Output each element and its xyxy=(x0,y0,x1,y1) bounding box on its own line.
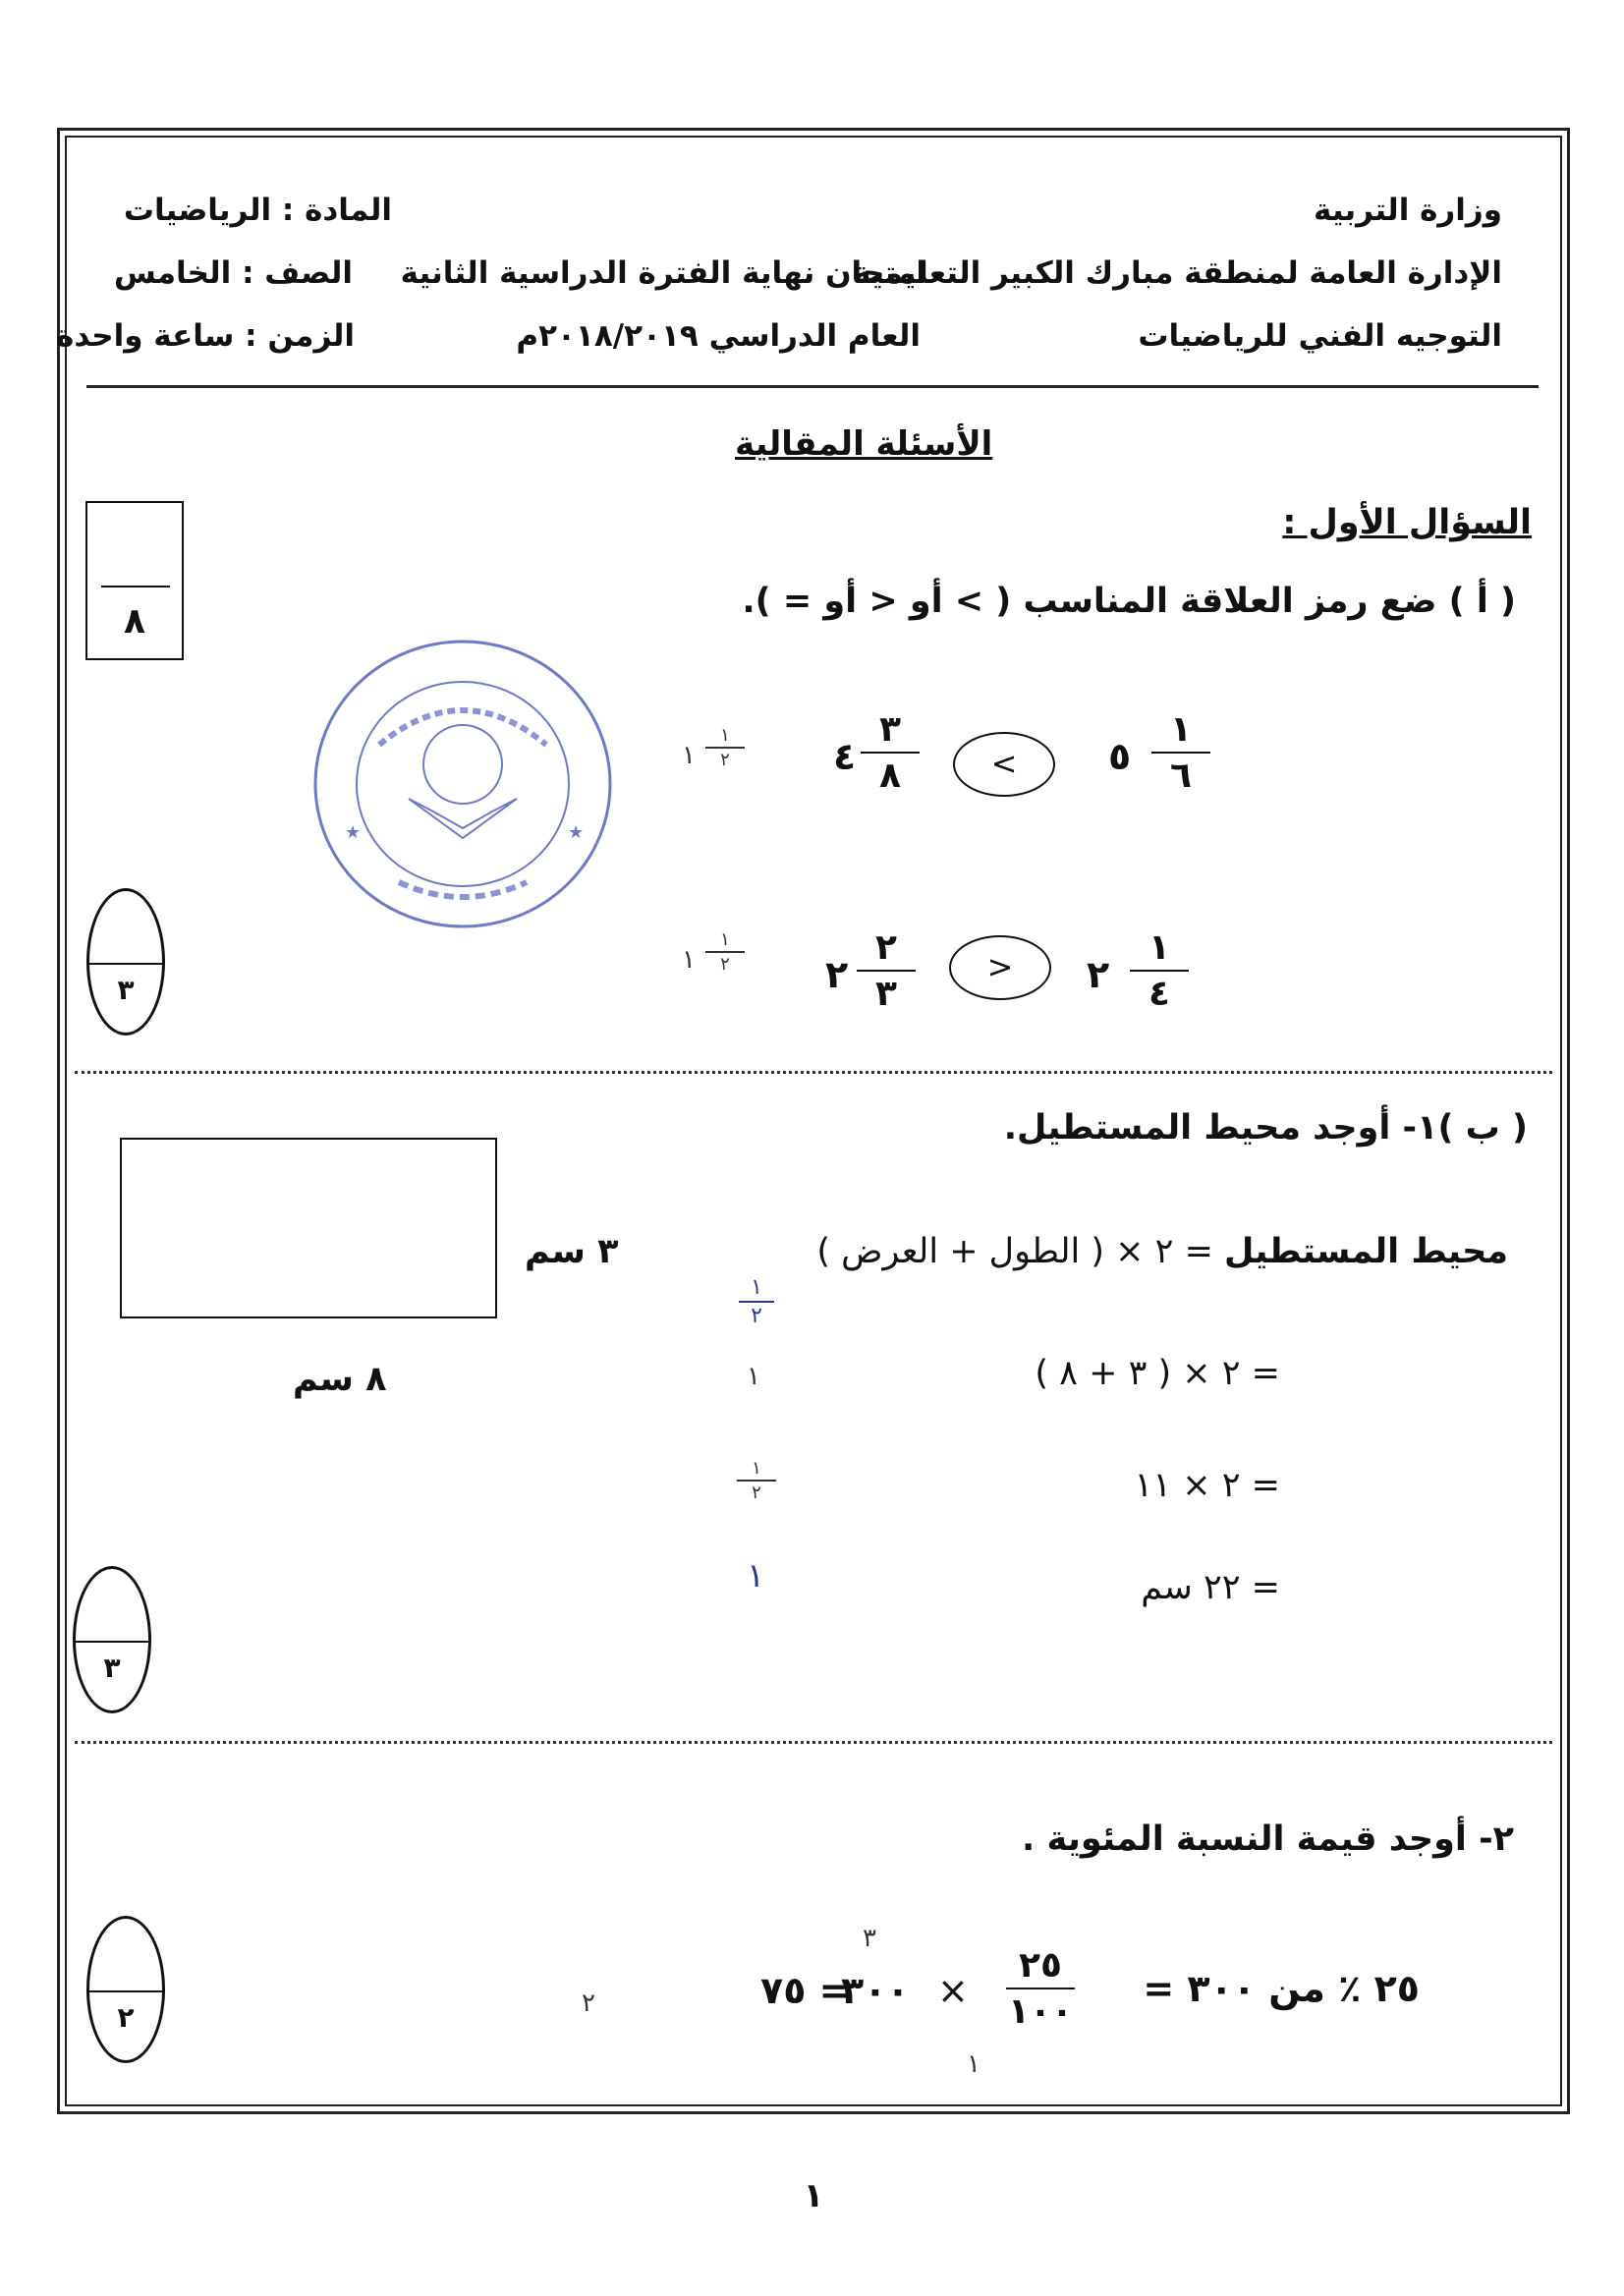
school-stamp-seal xyxy=(310,637,615,931)
exam-title: امتحان نهاية الفترة الدراسية الثانية xyxy=(400,255,926,291)
perimeter-step-3: = ٢٢ سم xyxy=(1141,1568,1280,1607)
part-b1-score-oval xyxy=(73,1566,151,1713)
row2-left-fraction: ١ ٤ xyxy=(1130,927,1189,1014)
row1-left-fraction: ١ ٦ xyxy=(1151,709,1210,796)
section-title: الأسئلة المقالية xyxy=(735,424,993,464)
question1-total-score-box xyxy=(85,501,184,660)
grade: الصف : الخامس xyxy=(114,255,353,291)
multiplier-value: ٣٠٠ xyxy=(841,1969,910,2012)
row2-answer-oval: > xyxy=(949,935,1051,1000)
row2-mark-fraction: ١ ٢ xyxy=(705,929,745,975)
times-symbol: × xyxy=(937,1969,969,2012)
perimeter-formula-rest: = ٢ × ( الطول + العرض ) xyxy=(816,1232,1225,1271)
row1-left-whole: ٥ xyxy=(1108,735,1132,778)
perimeter-formula-label: محيط المستطيل xyxy=(1224,1232,1508,1271)
cancel-bottom-digit: ١ xyxy=(967,2049,980,2079)
section-divider-1 xyxy=(75,1071,1552,1074)
percent-fraction: ٢٥ ١٠٠ xyxy=(1006,1945,1075,2032)
part-a-score: ٣ xyxy=(117,974,135,1006)
perimeter-mark-2: ١ xyxy=(747,1362,760,1391)
perimeter-step-2: = ٢ × ١١ xyxy=(1134,1466,1280,1505)
page-number: ١ xyxy=(803,2176,824,2215)
row1-mark-whole: ١ xyxy=(682,741,696,770)
svg-text:★: ★ xyxy=(568,822,585,843)
part-a-score-oval xyxy=(86,888,165,1036)
svg-text:★: ★ xyxy=(345,822,362,843)
perimeter-formula xyxy=(816,1232,1508,1271)
rectangle-diagram xyxy=(120,1138,497,1318)
subject: المادة : الرياضيات xyxy=(123,193,392,228)
header-divider xyxy=(86,385,1539,388)
cancel-top-digit: ٣ xyxy=(863,1924,876,1953)
perimeter-step-1: = ٢ × ( ٣ + ٨ ) xyxy=(1035,1354,1280,1393)
row1-right-fraction: ٣ ٨ xyxy=(861,709,920,796)
question1-total-score: ٨ xyxy=(124,601,145,642)
part-b2-prompt: ٢- أوجد قيمة النسبة المئوية . xyxy=(1022,1820,1514,1859)
perimeter-mark-1: ١ ٢ xyxy=(739,1275,774,1328)
row1-answer-oval: < xyxy=(953,732,1055,797)
part-b2-score: ٢ xyxy=(117,2001,135,2034)
part-a-prompt: ( أ ) ضع رمز العلاقة المناسب ( > أو < أو = ). xyxy=(742,582,1516,621)
academic-year: العام الدراسي ٢٠١٨/٢٠١٩م xyxy=(516,318,921,354)
perimeter-mark-3: ١ ٢ xyxy=(737,1458,776,1503)
part-b1-prompt: ( ب )١- أوجد محيط المستطيل. xyxy=(1003,1108,1528,1148)
part-b1-score: ٣ xyxy=(103,1652,121,1684)
ministry-name: وزارة التربية xyxy=(1314,193,1502,228)
row2-mark-whole: ١ xyxy=(682,945,696,975)
row1-right-whole: ٤ xyxy=(833,735,857,778)
rectangle-length-label: ٨ سم xyxy=(293,1360,387,1399)
percent-lhs: ٢٥ ٪ من ٣٠٠ = xyxy=(1143,1967,1420,2010)
row2-right-whole: ٢ xyxy=(825,953,849,996)
percent-mark: ٢ xyxy=(582,1988,595,2018)
percent-result: = ٧٥ xyxy=(760,1969,851,2012)
perimeter-mark-4: ١ xyxy=(747,1556,765,1596)
rectangle-width-label: ٣ سم xyxy=(525,1232,619,1271)
exam-time: الزمن : ساعة واحدة xyxy=(56,318,355,354)
row2-left-whole: ٢ xyxy=(1087,953,1110,996)
section-divider-2 xyxy=(75,1741,1552,1744)
part-b2-score-oval xyxy=(86,1916,165,2063)
directorate-name: الإدارة العامة لمنطقة مبارك الكبير التعليمية xyxy=(853,255,1502,291)
question1-title: السؤال الأول : xyxy=(1282,503,1532,542)
supervision-name: التوجيه الفني للرياضيات xyxy=(1138,318,1502,354)
row1-mark-fraction: ١ ٢ xyxy=(705,725,745,770)
row2-right-fraction: ٢ ٣ xyxy=(857,927,916,1014)
